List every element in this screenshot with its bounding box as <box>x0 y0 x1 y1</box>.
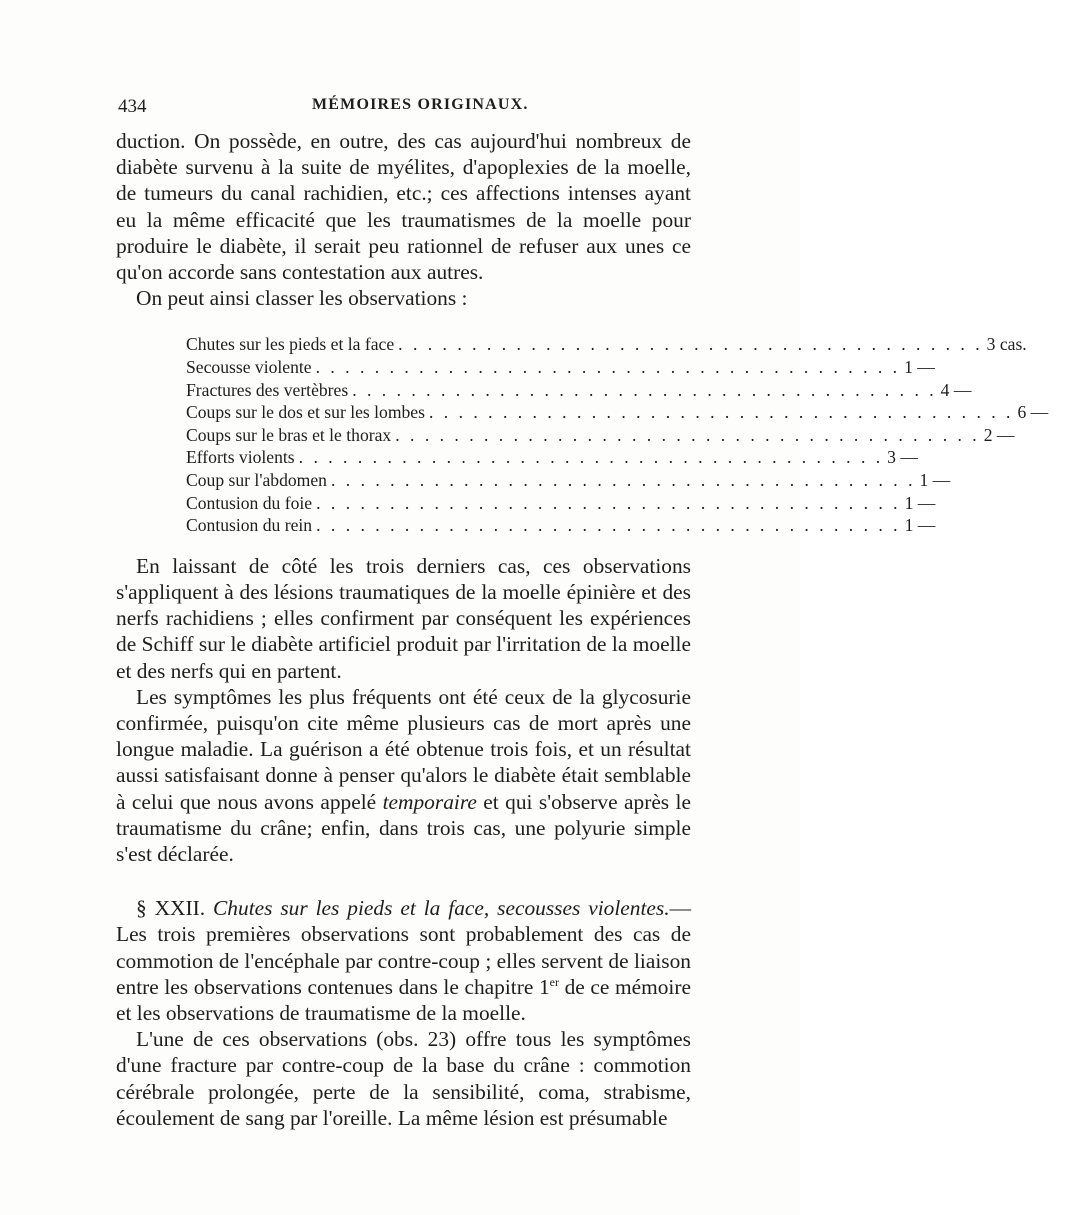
row-label: Fractures des vertèbres <box>186 379 349 400</box>
row-value: 1 — <box>904 515 936 536</box>
section-text-start: Les trois premières observations sont probablement des cas de commotion de l'encéphale par contre-coup ; elles servent de liaison entre les observations contenues dans le chapitre 1 <box>116 922 691 999</box>
dot-leader: . . . . . . . . . . . . . . . . . . . . . . . . . . . . . . . . . . . . . . . . <box>395 424 980 445</box>
dot-leader: . . . . . . . . . . . . . . . . . . . . . . . . . . . . . . . . . . . . . . . . <box>330 469 916 490</box>
running-title: MÉMOIRES ORIGINAUX. <box>312 96 529 113</box>
table-row <box>186 514 936 537</box>
table-row <box>186 379 972 402</box>
paragraph-continuation: duction. On possède, en outre, des cas aujourd'hui nombreux de diabète survenu à la suite de myélites, d'apoplexies de la moelle, de tumeurs du canal rachidien, etc.; ces affections intenses ayant eu la même efficacité que les traumatismes de la moelle pour produire le diabète, il serait peu rationnel de refuser aux unes ce qu'on accorde sans contestation aux autres. <box>116 129 691 285</box>
section-text-end: de ce mémoire et les observations de traumatisme de la moelle. <box>116 974 691 1026</box>
row-value: 1 — <box>904 357 935 378</box>
row-label: Coups sur le bras et le thorax <box>186 424 392 445</box>
row-label: Coup sur l'abdomen <box>186 469 327 490</box>
row-label: Secousse violente <box>186 357 312 378</box>
section-dash: — <box>669 896 691 921</box>
classification-table <box>186 333 1049 536</box>
paragraph-classification-intro: On peut ainsi classer les observations : <box>136 286 468 311</box>
table-row <box>186 492 936 515</box>
row-value: 1 — <box>904 492 936 513</box>
dot-leader: . . . . . . . . . . . . . . . . . . . . . . . . . . . . . . . . . . . . . . . . <box>352 379 937 400</box>
dot-leader: . . . . . . . . . . . . . . . . . . . . . . . . . . . . . . . . . . . . . . . . <box>316 515 901 536</box>
dot-leader: . . . . . . . . . . . . . . . . . . . . . . . . . . . . . . . . . . . . . . . . <box>398 334 983 355</box>
paragraph-observation-23: L'une de ces observations (obs. 23) offre tous les symptômes d'une fracture par contre-coup de la base du crâne : commotion cérébrale prolongée, perte de la sensibilité, coma, strabisme, écoulement de sang par l'oreille. La même lésion est présumable <box>116 1027 691 1130</box>
paragraph-symptoms-text-start: Les symptômes les plus fréquents ont été ceux de la glycosurie confirmée, puisqu'on cite même plusieurs cas de mort après une longue maladie. La guérison a été obtenue trois fois, et un résultat aussi satisfaisant donne à penser qu'alors le diabète était semblable à celui que nous avons appelé <box>116 684 691 814</box>
section-title: Chutes sur les pieds et la face, secousses violentes. <box>213 896 670 921</box>
dot-leader: . . . . . . . . . . . . . . . . . . . . . . . . . . . . . . . . . . . . . . . . <box>315 357 901 378</box>
superscript-er: er <box>549 974 559 989</box>
italic-term-temporaire: temporaire <box>382 789 477 814</box>
row-label: Efforts violents <box>186 447 295 468</box>
row-value: 3 — <box>887 447 918 468</box>
row-value: 1 — <box>919 469 951 490</box>
page-number: 434 <box>118 96 147 117</box>
row-value: 6 — <box>1017 402 1049 423</box>
row-value: 4 — <box>940 379 972 400</box>
dot-leader: . . . . . . . . . . . . . . . . . . . . . . . . . . . . . . . . . . . . . . . . <box>298 447 884 468</box>
section-number: § XXII. <box>136 896 206 921</box>
row-label: Chutes sur les pieds et la face <box>186 334 395 355</box>
dot-leader: . . . . . . . . . . . . . . . . . . . . . . . . . . . . . . . . . . . . . . . . <box>316 492 901 513</box>
table-row <box>186 424 1015 447</box>
table-row <box>186 446 918 469</box>
body-text <box>116 128 1049 1131</box>
paragraph-section-xxii <box>116 895 691 1026</box>
table-row <box>186 469 951 492</box>
dot-leader: . . . . . . . . . . . . . . . . . . . . . . . . . . . . . . . . . . . . . . . . <box>428 402 1014 423</box>
running-head <box>118 96 690 124</box>
row-value: 2 — <box>983 424 1015 445</box>
table-row <box>186 333 1027 356</box>
row-value: 3 cas. <box>986 334 1027 355</box>
table-row <box>186 356 935 379</box>
paragraph-symptoms <box>116 684 691 867</box>
row-label: Coups sur le dos et sur les lombes <box>186 402 425 423</box>
row-label: Contusion du foie <box>186 492 313 513</box>
paragraph-spinal-lesions: En laissant de côté les trois derniers cas, ces observations s'appliquent à des lésions traumatiques de la moelle épinière et des nerfs rachidiens ; elles confirment par conséquent les expériences de Schiff sur le diabète artificiel produit par l'irritation de la moelle et des nerfs qui en partent. <box>116 553 691 683</box>
row-label: Contusion du rein <box>186 515 313 536</box>
table-row <box>186 401 1049 424</box>
paragraph-symptoms-text-end: et qui s'observe après le traumatisme du crâne; enfin, dans trois cas, une polyurie simple s'est déclarée. <box>116 789 691 866</box>
